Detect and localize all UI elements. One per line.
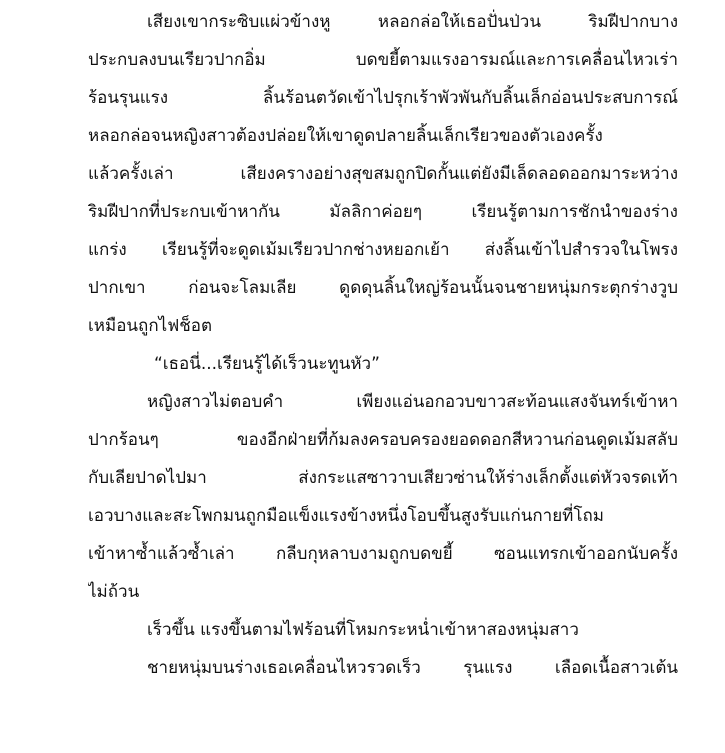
text-line: กับเลียปาดไปมา ส่งกระแสซาวาบเสียวซ่านให้ร่างเล็กตั้งแต่หัวจรดเท้า <box>88 468 678 488</box>
text-line: ไม่ถ้วน <box>88 582 140 602</box>
dialogue-line: “เธอนี่...เรียนรู้ได้เร็วนะทูนหัว” <box>154 354 380 374</box>
text-line: ปากร้อนๆ ของอีกฝ่ายที่ก้มลงครอบครองยอดดอกสีหวานก่อนดูดเม้มสลับ <box>88 430 678 450</box>
text-line: ชายหนุ่มบนร่างเธอเคลื่อนไหวรวดเร็ว รุนแรง เลือดเนื้อสาวเต้น <box>147 658 678 678</box>
paragraph-2-dialogue <box>88 350 678 388</box>
text-line: เสียงเขากระซิบแผ่วข้างหู หลอกล่อให้เธอปั่นป่วน ริมฝีปากบาง <box>147 12 678 32</box>
text-line: เข้าหาซ้ำแล้วซ้ำเล่า กลีบกุหลาบงามถูกบดขยี้ ซอนแทรกเข้าออกนับครั้ง <box>88 544 678 564</box>
text-line: ปากเขา ก่อนจะโลมเลีย ดูดดุนลิ้นใหญ่ร้อนนั้นจนชายหนุ่มกระตุกร่างวูบ <box>88 278 678 298</box>
paragraph-4 <box>88 616 678 654</box>
paragraph-3 <box>88 388 678 616</box>
document-body <box>88 8 678 692</box>
text-line: หญิงสาวไม่ตอบคำ เพียงแอ่นอกอวบขาวสะท้อนแสงจันทร์เข้าหา <box>147 392 678 412</box>
text-line: ริมฝีปากที่ประกบเข้าหากัน มัลลิกาค่อยๆ เรียนรู้ตามการชักนำของร่าง <box>88 202 678 222</box>
text-line: เร็วขึ้น แรงขึ้นตามไฟร้อนที่โหมกระหน่ำเข้าหาสองหนุ่มสาว <box>147 620 579 640</box>
paragraph-5 <box>88 654 678 692</box>
text-line: ประกบลงบนเรียวปากอิ่ม บดขยี้ตามแรงอารมณ์และการเคลื่อนไหวเร่า <box>88 50 678 70</box>
text-line: ร้อนรุนแรง ลิ้นร้อนตวัดเข้าไปรุกเร้าพัวพันกับลิ้นเล็กอ่อนประสบการณ์ <box>88 88 678 108</box>
text-line: แล้วครั้งเล่า เสียงครางอย่างสุขสมถูกปิดกั้นแต่ยังมีเล็ดลอดออกมาระหว่าง <box>88 164 678 184</box>
text-line: แกร่ง เรียนรู้ที่จะดูดเม้มเรียวปากช่างหยอกเย้า ส่งลิ้นเข้าไปสำรวจในโพรง <box>88 240 678 260</box>
text-line: หลอกล่อจนหญิงสาวต้องปล่อยให้เขาดูดปลายลิ้นเล็กเรียวของตัวเองครั้ง <box>88 126 603 146</box>
text-line: เอวบางและสะโพกมนถูกมือแข็งแรงข้างหนึ่งโอบขึ้นสูงรับแก่นกายที่โถม <box>88 506 605 526</box>
paragraph-1 <box>88 8 678 350</box>
text-line: เหมือนถูกไฟช็อต <box>88 316 213 336</box>
